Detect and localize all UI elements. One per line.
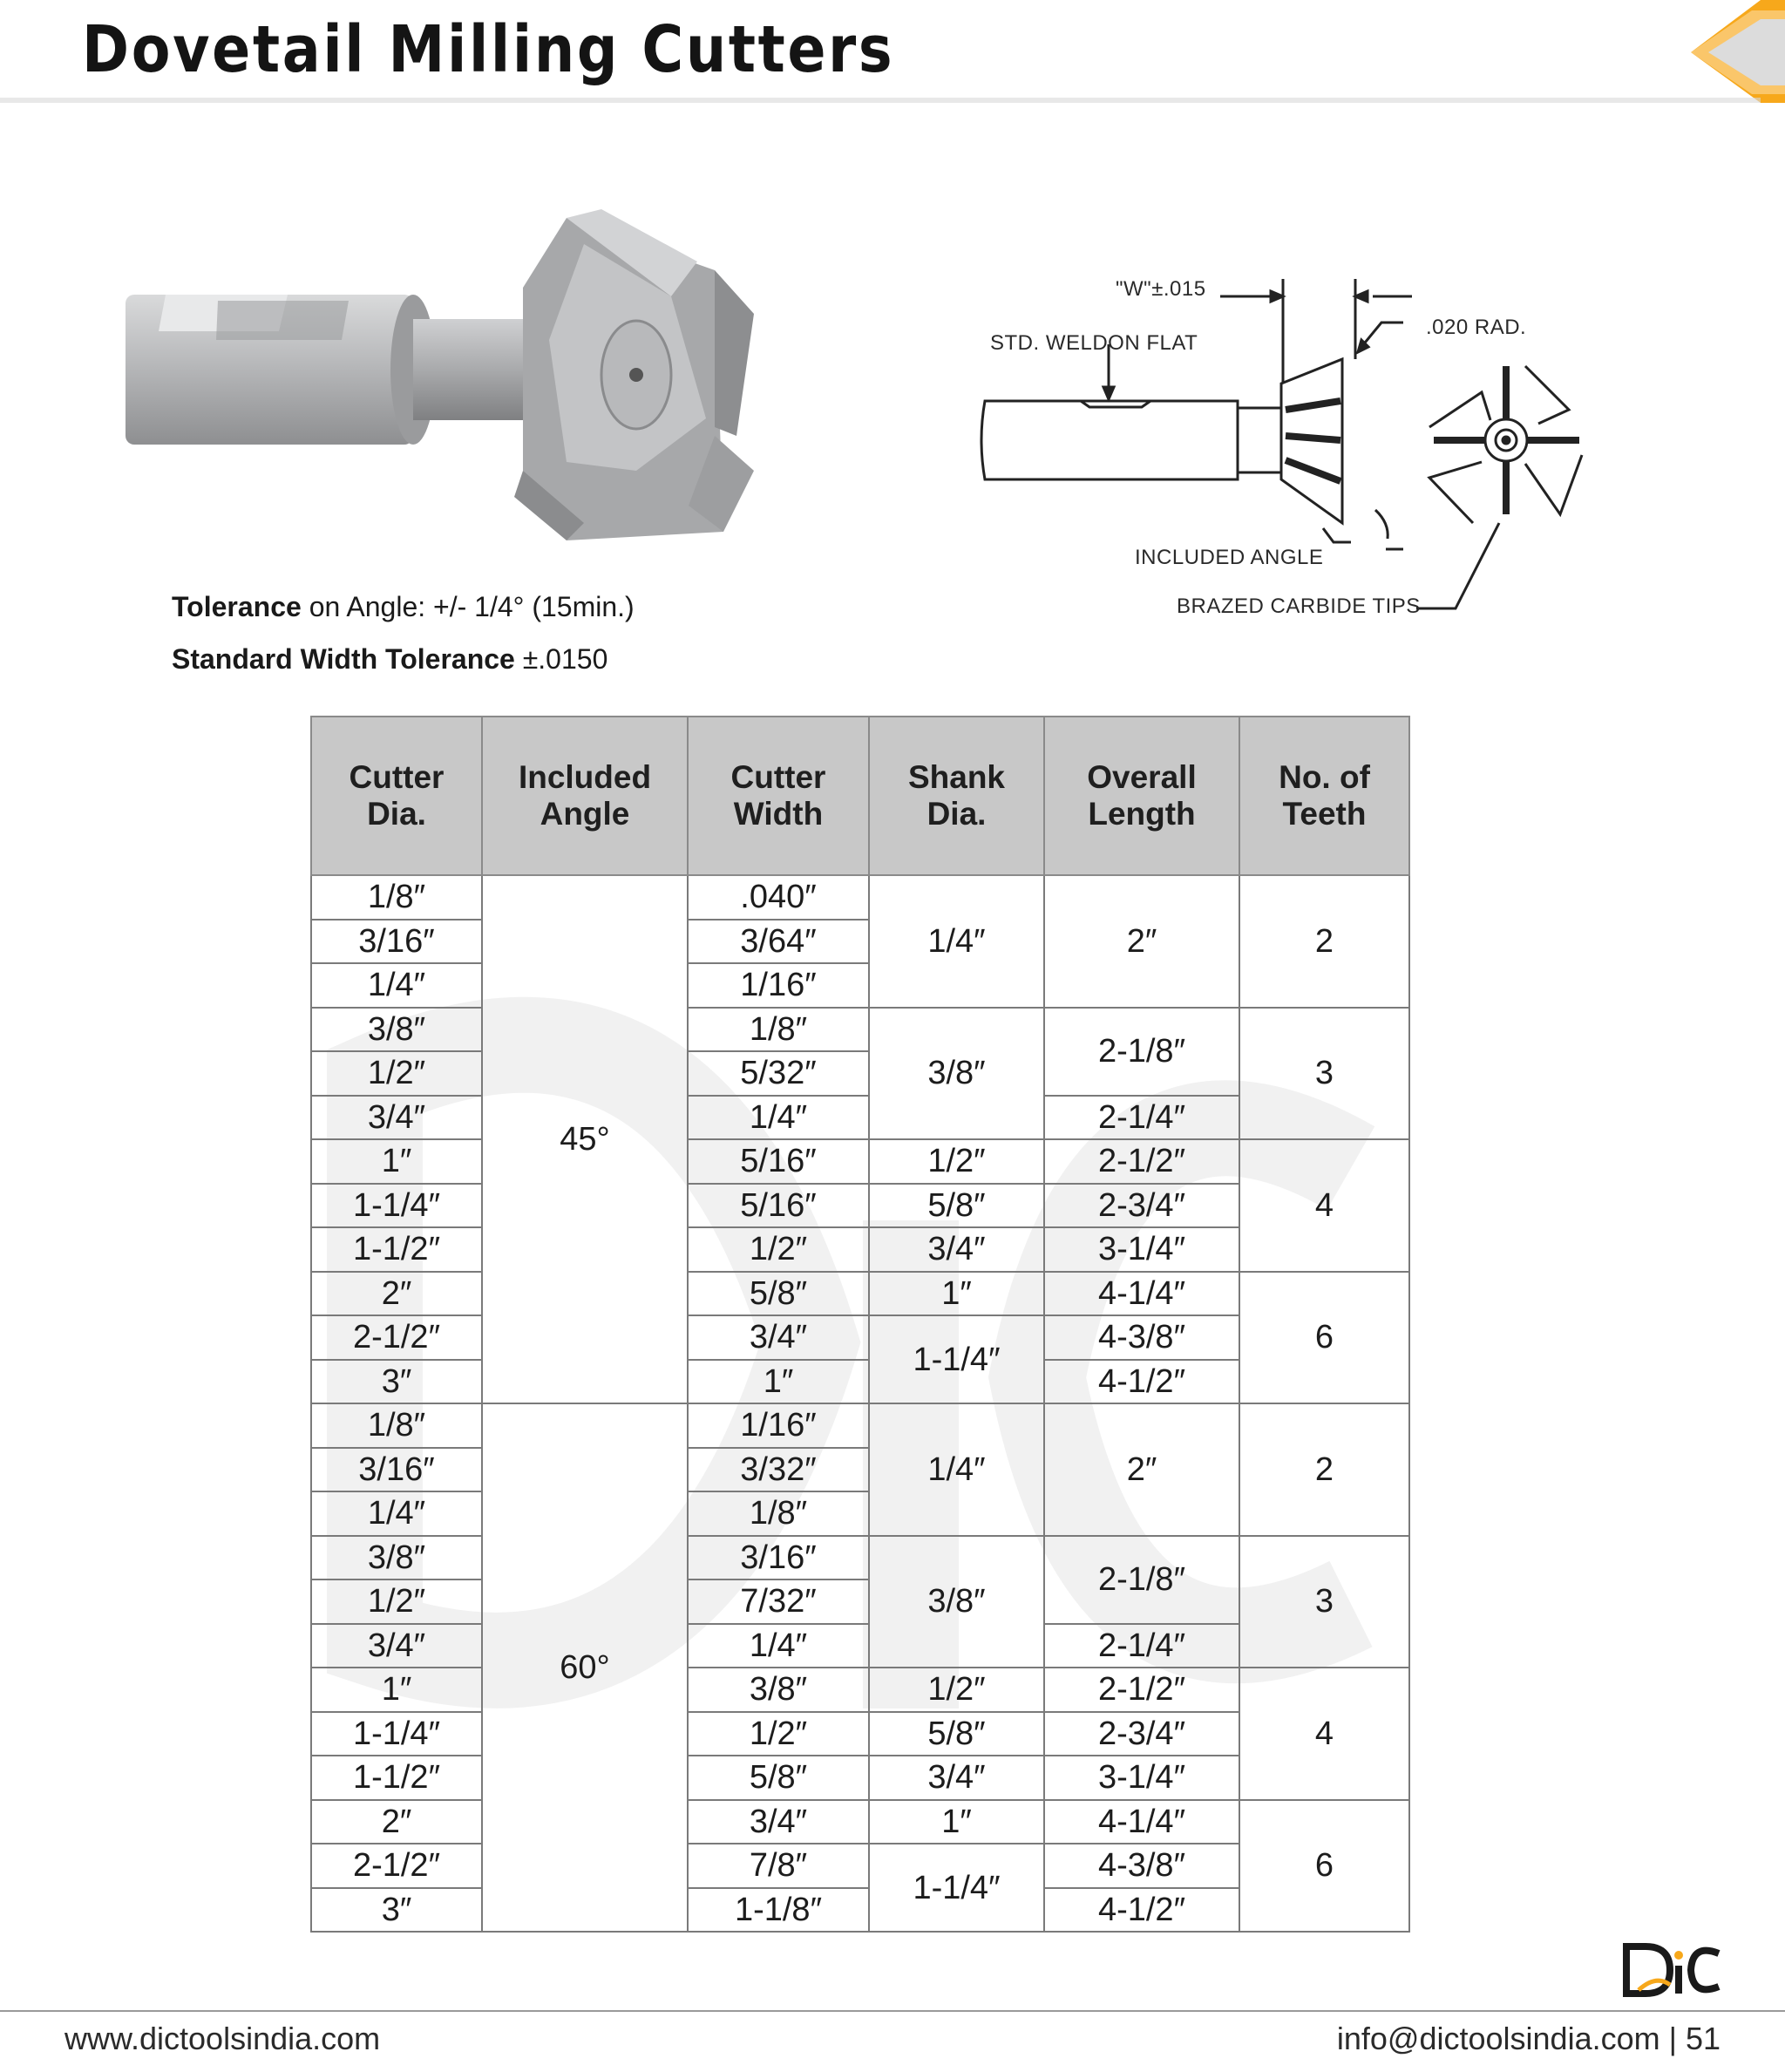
teeth-count-cell: 4 — [1239, 1668, 1409, 1800]
shank-dia-cell: 5/8″ — [869, 1184, 1044, 1228]
cutter-dia-cell: 2″ — [311, 1272, 482, 1316]
cutter-width-cell: 1-1/8″ — [688, 1888, 869, 1933]
cutter-dia-cell: 1/4″ — [311, 1491, 482, 1536]
header-cell: Overall Length — [1044, 717, 1239, 875]
overall-length-cell: 4-1/2″ — [1044, 1888, 1239, 1933]
overall-length-cell: 3-1/4″ — [1044, 1756, 1239, 1800]
included-angle-label: INCLUDED ANGLE — [1135, 546, 1324, 569]
cutter-photo — [113, 209, 811, 558]
dic-logo — [1619, 1940, 1724, 2001]
overall-length-cell: 2-1/8″ — [1044, 1008, 1239, 1096]
carbide-tips-label: BRAZED CARBIDE TIPS — [1177, 594, 1421, 618]
cutter-width-cell: 5/16″ — [688, 1139, 869, 1184]
cutter-dia-cell: 1-1/2″ — [311, 1756, 482, 1800]
cutter-dia-cell: 3/16″ — [311, 920, 482, 964]
width-tolerance-note — [172, 643, 607, 676]
cutter-dia-cell: 1/8″ — [311, 875, 482, 920]
overall-length-cell: 4-3/8″ — [1044, 1844, 1239, 1888]
cutter-width-cell: 3/4″ — [688, 1800, 869, 1844]
overall-length-cell: 2-1/8″ — [1044, 1536, 1239, 1624]
cutter-dia-cell: 1″ — [311, 1139, 482, 1184]
overall-length-cell: 2-1/4″ — [1044, 1624, 1239, 1668]
title-banner — [0, 0, 1785, 103]
radius-label: .020 RAD. — [1426, 316, 1527, 339]
page-title: Dovetail Milling Cutters — [82, 12, 895, 87]
cutter-dia-cell: 1/2″ — [311, 1579, 482, 1624]
header-cell: Shank Dia. — [869, 717, 1044, 875]
included-angle-cell: 60° — [482, 1403, 688, 1932]
cutter-dia-cell: 1/4″ — [311, 963, 482, 1008]
overall-length-cell: 2″ — [1044, 1403, 1239, 1536]
width-tolerance-label: "W"±.015 — [1116, 277, 1206, 301]
header-cell: Cutter Width — [688, 717, 869, 875]
cutter-dia-cell: 3/4″ — [311, 1624, 482, 1668]
table-row — [311, 1272, 1409, 1316]
cutter-width-cell: 1/16″ — [688, 963, 869, 1008]
overall-length-cell: 2-1/4″ — [1044, 1096, 1239, 1140]
cutter-dia-cell: 2″ — [311, 1800, 482, 1844]
table-body — [311, 875, 1409, 1932]
shank-dia-cell: 1/4″ — [869, 1403, 1044, 1536]
teeth-count-cell: 2 — [1239, 1403, 1409, 1536]
table-row — [311, 875, 1409, 920]
cutter-dia-cell: 1/2″ — [311, 1051, 482, 1096]
width-tolerance-bold: Standard Width Tolerance — [172, 643, 515, 675]
overall-length-cell: 2-3/4″ — [1044, 1184, 1239, 1228]
header-cell: Included Angle — [482, 717, 688, 875]
table-row — [311, 1403, 1409, 1448]
shank-dia-cell: 5/8″ — [869, 1712, 1044, 1756]
shank-dia-cell: 3/8″ — [869, 1008, 1044, 1140]
overall-length-cell: 4-1/4″ — [1044, 1272, 1239, 1316]
technical-diagram — [959, 262, 1708, 636]
shank-dia-cell: 3/4″ — [869, 1227, 1044, 1272]
cutter-dia-cell: 1-1/2″ — [311, 1227, 482, 1272]
cutter-dia-cell: 1/8″ — [311, 1403, 482, 1448]
website-link[interactable]: www.dictoolsindia.com — [64, 2021, 381, 2056]
cutter-dia-cell: 2-1/2″ — [311, 1315, 482, 1360]
cutter-width-cell: 5/8″ — [688, 1756, 869, 1800]
weldon-flat-label: STD. WELDON FLAT — [990, 331, 1198, 355]
cutter-dia-cell: 3/16″ — [311, 1448, 482, 1492]
shank-dia-cell: 1-1/4″ — [869, 1315, 1044, 1403]
cutter-width-cell: 3/4″ — [688, 1315, 869, 1360]
cutter-width-cell: 7/32″ — [688, 1579, 869, 1624]
header-cell: Cutter Dia. — [311, 717, 482, 875]
header-cell: No. of Teeth — [1239, 717, 1409, 875]
overall-length-cell: 2-1/2″ — [1044, 1139, 1239, 1184]
specification-table — [310, 716, 1410, 1933]
overall-length-cell: 2″ — [1044, 875, 1239, 1008]
table-row — [311, 1800, 1409, 1844]
shank-dia-cell: 1-1/4″ — [869, 1844, 1044, 1932]
cutter-dia-cell: 1″ — [311, 1668, 482, 1712]
cutter-width-cell: .040″ — [688, 875, 869, 920]
table-row — [311, 1668, 1409, 1712]
table-header-row — [311, 717, 1409, 875]
overall-length-cell: 3-1/4″ — [1044, 1227, 1239, 1272]
shank-dia-cell: 3/8″ — [869, 1536, 1044, 1668]
shank-dia-cell: 3/4″ — [869, 1756, 1044, 1800]
teeth-count-cell: 2 — [1239, 875, 1409, 1008]
overall-length-cell: 4-1/2″ — [1044, 1360, 1239, 1404]
cutter-width-cell: 1/4″ — [688, 1624, 869, 1668]
cutter-dia-cell: 3″ — [311, 1888, 482, 1933]
teeth-count-cell: 6 — [1239, 1272, 1409, 1404]
overall-length-cell: 4-3/8″ — [1044, 1315, 1239, 1360]
cutter-dia-cell: 3/8″ — [311, 1008, 482, 1052]
table-row — [311, 1536, 1409, 1580]
cutter-width-cell: 5/32″ — [688, 1051, 869, 1096]
teeth-count-cell: 3 — [1239, 1008, 1409, 1140]
cutter-dia-cell: 1-1/4″ — [311, 1184, 482, 1228]
included-angle-cell: 45° — [482, 875, 688, 1403]
overall-length-cell: 2-3/4″ — [1044, 1712, 1239, 1756]
cutter-width-cell: 1/2″ — [688, 1712, 869, 1756]
cutter-dia-cell: 1-1/4″ — [311, 1712, 482, 1756]
angle-tolerance-note — [172, 591, 635, 623]
cutter-width-cell: 3/32″ — [688, 1448, 869, 1492]
footer-divider — [0, 2010, 1785, 2012]
table-header — [311, 717, 1409, 875]
cutter-dia-cell: 3/4″ — [311, 1096, 482, 1140]
cutter-width-cell: 1/2″ — [688, 1227, 869, 1272]
cutter-line-drawing — [959, 262, 1708, 636]
cutter-width-cell: 1/4″ — [688, 1096, 869, 1140]
teeth-count-cell: 6 — [1239, 1800, 1409, 1933]
cutter-dia-cell: 2-1/2″ — [311, 1844, 482, 1888]
cutter-width-cell: 1″ — [688, 1360, 869, 1404]
cutter-width-cell: 1/8″ — [688, 1491, 869, 1536]
cutter-width-cell: 3/64″ — [688, 920, 869, 964]
cutter-width-cell: 3/16″ — [688, 1536, 869, 1580]
cutter-width-cell: 1/16″ — [688, 1403, 869, 1448]
contact-page-number: info@dictoolsindia.com | 51 — [1336, 2021, 1721, 2056]
cutter-dia-cell: 3/8″ — [311, 1536, 482, 1580]
teeth-count-cell: 3 — [1239, 1536, 1409, 1668]
teeth-count-cell: 4 — [1239, 1139, 1409, 1272]
table-row — [311, 1139, 1409, 1184]
shank-dia-cell: 1/4″ — [869, 875, 1044, 1008]
cutter-width-cell: 5/16″ — [688, 1184, 869, 1228]
cutter-width-cell: 7/8″ — [688, 1844, 869, 1888]
cutter-width-cell: 1/8″ — [688, 1008, 869, 1052]
shank-dia-cell: 1″ — [869, 1800, 1044, 1844]
angle-tolerance-text: on Angle: +/- 1/4° (15min.) — [301, 591, 635, 622]
shank-dia-cell: 1/2″ — [869, 1139, 1044, 1184]
shank-dia-cell: 1″ — [869, 1272, 1044, 1316]
cutter-width-cell: 5/8″ — [688, 1272, 869, 1316]
width-tolerance-text: ±.0150 — [514, 643, 608, 675]
cutter-width-cell: 3/8″ — [688, 1668, 869, 1712]
overall-length-cell: 4-1/4″ — [1044, 1800, 1239, 1844]
shank-dia-cell: 1/2″ — [869, 1668, 1044, 1712]
angle-tolerance-bold: Tolerance — [172, 591, 302, 622]
table-row — [311, 1008, 1409, 1052]
overall-length-cell: 2-1/2″ — [1044, 1668, 1239, 1712]
cutter-dia-cell: 3″ — [311, 1360, 482, 1404]
